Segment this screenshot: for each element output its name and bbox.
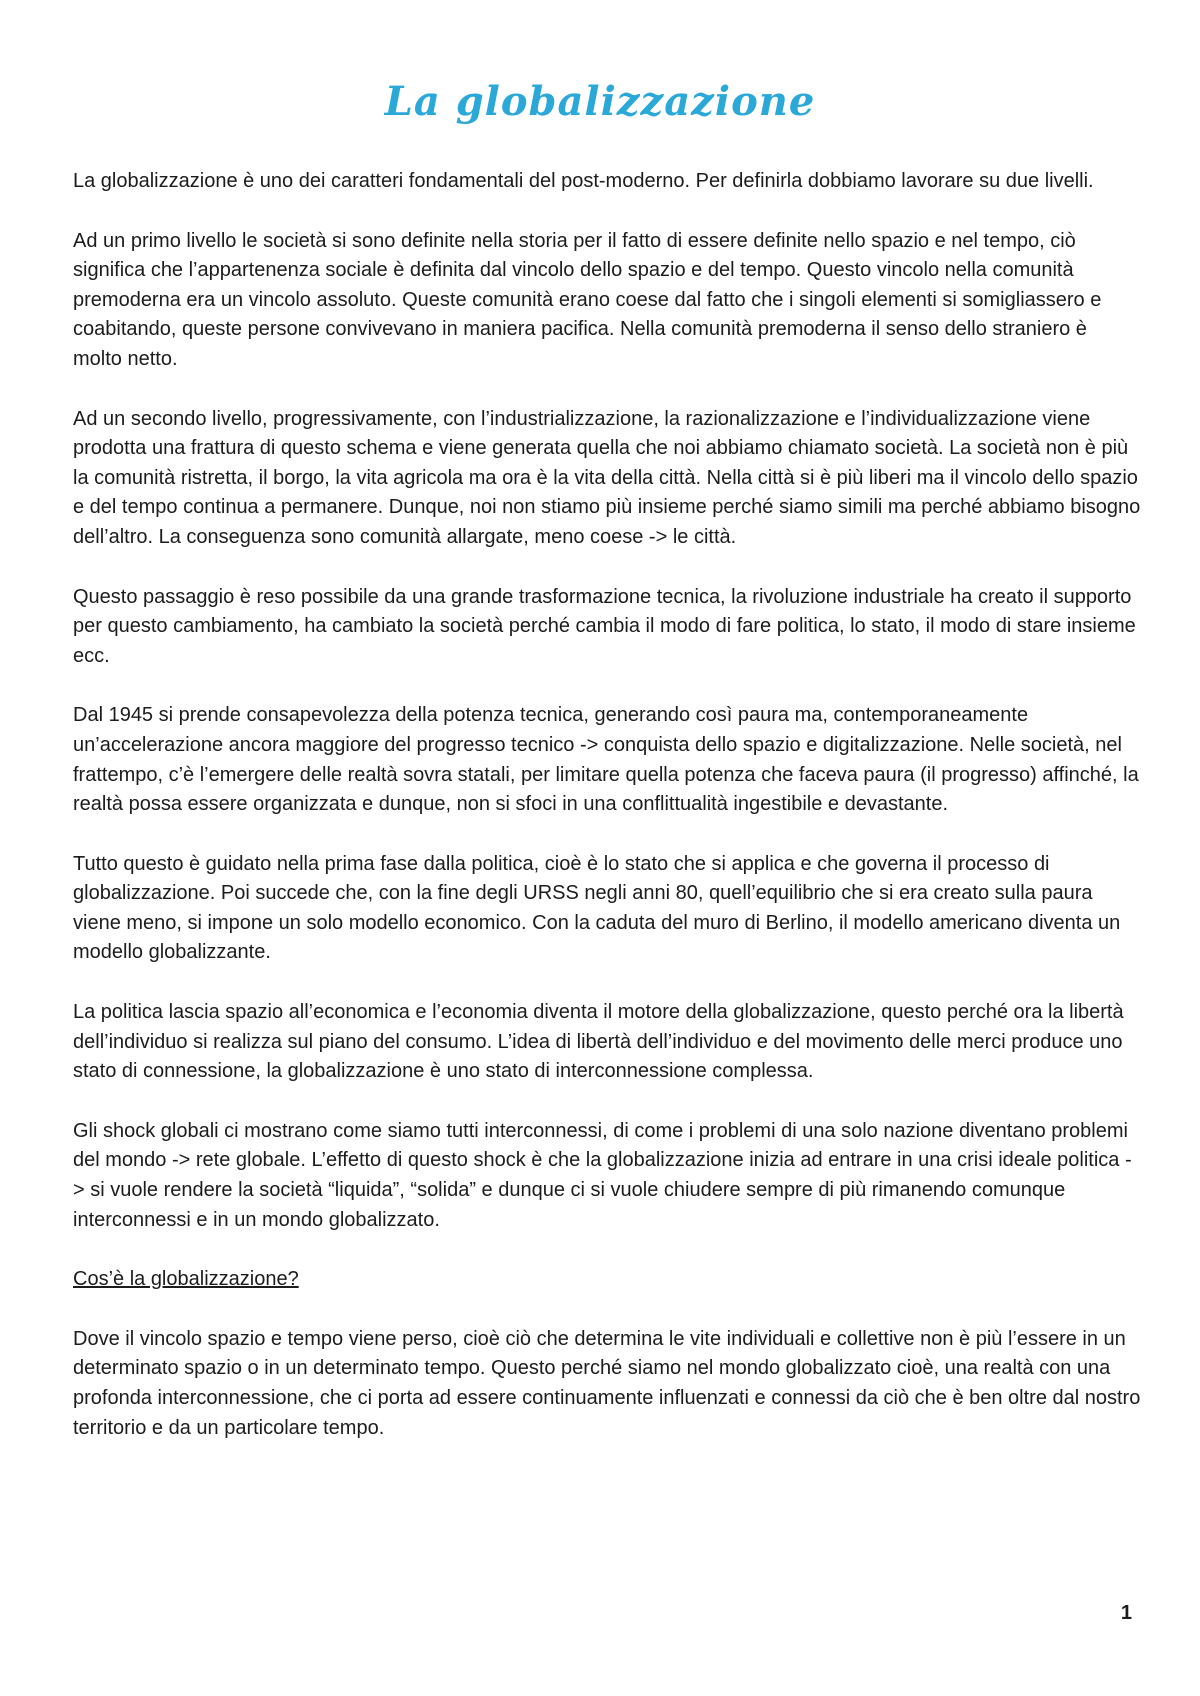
- document-body: [73, 167, 1141, 1473]
- paragraph-8: Gli shock globali ci mostrano come siamo tutti interconnessi, di come i problemi di una solo nazione diventano problemi del mondo -> rete globale. L’effetto di questo shock è che la globalizzazione inizia ad entrare in una crisi ideale politica -> si vuole rendere la società “liquida”, “solida” e dunque ci si vuole chiudere sempre di più rimanendo comunque interconnessi e in un mondo globalizzato.: [73, 1119, 1132, 1231]
- section-paragraph: Dove il vincolo spazio e tempo viene perso, cioè ciò che determina le vite individuali e collettive non è più l’essere in un determinato spazio o in un determinato tempo. Questo perché siamo nel mondo globalizzato cioè, una realtà con una profonda interconnessione, che ci porta ad essere continuamente influenzati e connessi da ciò che è ben oltre dal nostro territorio e da un particolare tempo.: [73, 1327, 1141, 1439]
- paragraph-7: La politica lascia spazio all’economica e l’economia diventa il motore della globalizzazione, questo perché ora la libertà dell’individuo si realizza sul piano del consumo. L’idea di libertà dell’individuo e del movimento delle merci produce uno stato di connessione, la globalizzazione è uno stato di interconnessione complessa.: [73, 1001, 1124, 1083]
- paragraph-3: Ad un secondo livello, progressivamente, con l’industrializzazione, la razionalizzazione e l’individualizzazione viene prodotta una frattura di questo schema e viene generata quella che noi abbiamo chiamato società. La società non è più la comunità ristretta, il borgo, la vita agricola ma ora è la vita della città. Nella città si è più liberi ma il vincolo dello spazio e del tempo continua a permanere. Dunque, noi non stiamo più insieme perché siamo simili ma perché abbiamo bisogno dell’altro. La conseguenza sono comunità allargate, meno coese -> le città.: [73, 407, 1141, 548]
- paragraph-5: Dal 1945 si prende consapevolezza della potenza tecnica, generando così paura ma, contemporaneamente un’accelerazione ancora maggiore del progresso tecnico -> conquista dello spazio e digitalizzazione. Nelle società, nel frattempo, c’è l’emergere delle realtà sovra statali, per limitare quella potenza che faceva paura (il progresso) affinché, la realtà possa essere organizzata e dunque, non si sfoci in una conflittualità ingestibile e devastante.: [73, 704, 1139, 816]
- paragraph-2: Ad un primo livello le società si sono definite nella storia per il fatto di essere definite nello spazio e nel tempo, ciò significa che l’appartenenza sociale è definita dal vincolo dello spazio e del tempo. Questo vincolo nella comunità premoderna era un vincolo assoluto. Queste comunità erano coese dal fatto che i singoli elementi si somigliassero e coabitando, queste persone convivevano in maniera pacifica. Nella comunità premoderna il senso dello straniero è molto netto.: [73, 229, 1102, 370]
- section-heading: Cos’è la globalizzazione?: [73, 1268, 299, 1291]
- paragraph-4: Questo passaggio è reso possibile da una grande trasformazione tecnica, la rivoluzione industriale ha creato il supporto per questo cambiamento, ha cambiato la società perché cambia il modo di fare politica, lo stato, il modo di stare insieme ecc.: [73, 585, 1136, 667]
- document-title: La globalizzazione: [384, 78, 816, 125]
- paragraph-6: Tutto questo è guidato nella prima fase dalla politica, cioè è lo stato che si applica e che governa il processo di globalizzazione. Poi succede che, con la fine degli URSS negli anni 80, quell’equilibrio che si era creato sulla paura viene meno, si impone un solo modello economico. Con la caduta del muro di Berlino, il modello americano diventa un modello globalizzante.: [73, 852, 1121, 964]
- paragraph-1: La globalizzazione è uno dei caratteri fondamentali del post-moderno. Per definirla dobbiamo lavorare su due livelli.: [73, 170, 1094, 192]
- page-number: 1: [1120, 1602, 1132, 1624]
